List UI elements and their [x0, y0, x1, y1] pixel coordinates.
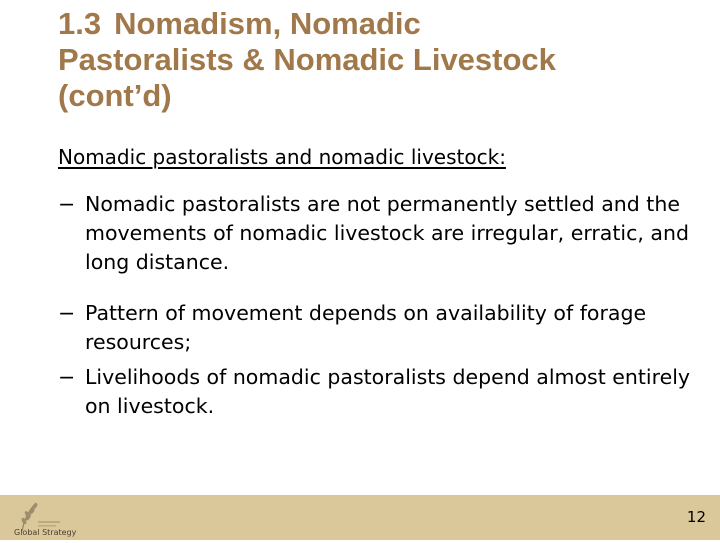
section-subtitle: Nomadic pastoralists and nomadic livestock: [58, 145, 506, 169]
bullet-item [58, 190, 698, 277]
bullet-item [58, 363, 698, 421]
title-line-2: Pastoralists & Nomadic Livestock [58, 42, 556, 77]
bullet-dash: − [58, 365, 76, 389]
bullet-text: Livelihoods of nomadic pastoralists depend almost entirely on livestock. [85, 365, 691, 418]
global-strategy-logo [8, 497, 77, 538]
page-number: 12 [686, 508, 706, 526]
logo-text: Global Strategy [14, 528, 77, 537]
bullet-text: Nomadic pastoralists are not permanently settled and the movements of nomadic livestock are irregular, erratic, and long distance. [85, 192, 689, 274]
bullet-list [58, 190, 698, 421]
title-line-1 [58, 6, 698, 42]
bullet-dash: − [58, 192, 76, 216]
title-line-3: (cont’d) [58, 78, 172, 113]
title-number: 1.3 [58, 6, 102, 41]
bullet-dash: − [58, 301, 76, 325]
footer-bar [0, 495, 720, 540]
bullet-text: Pattern of movement depends on availability of forage resources; [85, 301, 647, 354]
slide-title [58, 6, 698, 114]
bullet-item [58, 299, 698, 357]
title-text-1: Nomadism, Nomadic [114, 6, 421, 41]
